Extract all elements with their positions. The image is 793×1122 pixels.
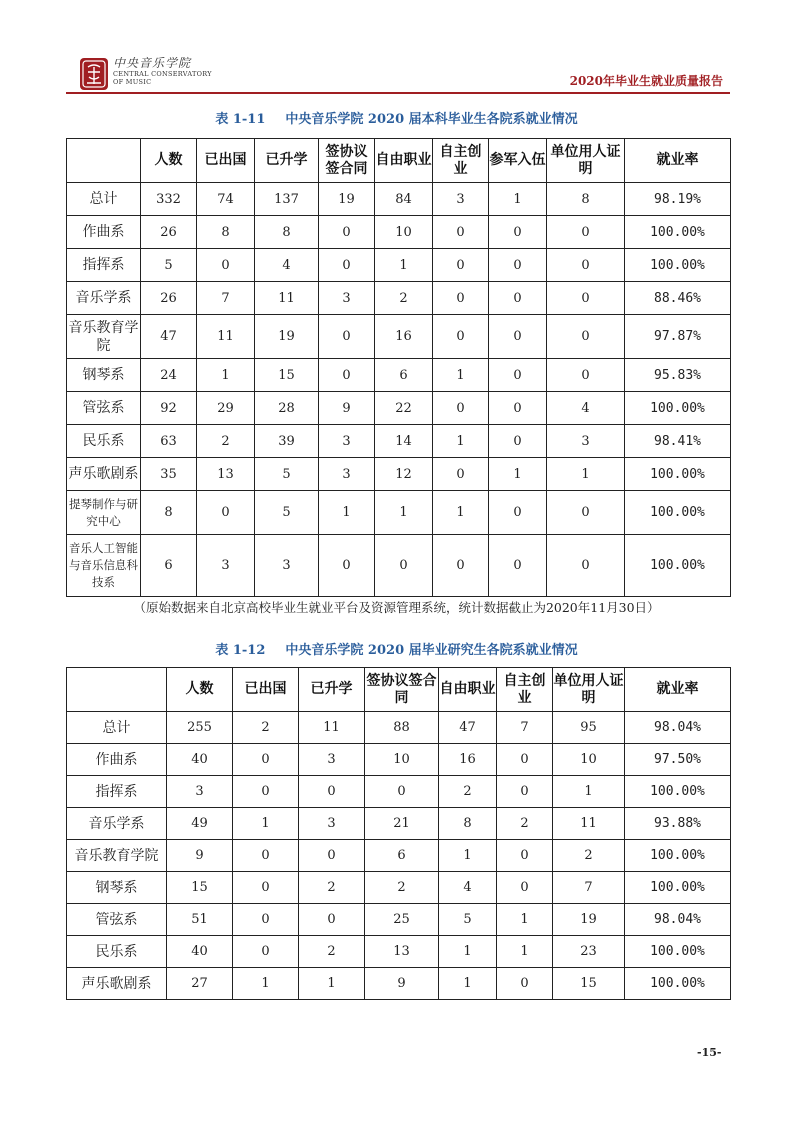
table-cell: 26	[141, 282, 197, 315]
table-cell: 0	[233, 936, 299, 968]
table-cell: 0	[433, 282, 489, 315]
table-cell: 0	[489, 535, 547, 597]
table-cell: 25	[365, 904, 439, 936]
table-cell: 8	[547, 183, 625, 216]
table-cell: 7	[553, 872, 625, 904]
data-source-note: （原始数据来自北京高校毕业生就业平台及资源管理系统，统计数据截止为2020年11月30日）	[133, 600, 660, 615]
table1-number: 表 1-11	[215, 112, 266, 127]
table-cell: 1	[299, 968, 365, 1000]
table-cell: 1	[433, 425, 489, 458]
table-cell: 0	[547, 282, 625, 315]
table-cell: 21	[365, 808, 439, 840]
table-cell: 13	[365, 936, 439, 968]
logo-english-line-1: CENTRAL CONSERVATORY	[113, 70, 212, 78]
table-cell: 3	[255, 535, 319, 597]
column-header	[67, 668, 167, 712]
table-cell: 16	[375, 315, 433, 359]
table-cell: 2	[233, 712, 299, 744]
table-cell: 0	[375, 535, 433, 597]
table-cell: 11	[255, 282, 319, 315]
table-cell: 74	[197, 183, 255, 216]
table1-title: 中央音乐学院 2020 届本科毕业生各院系就业情况	[285, 112, 578, 127]
table-cell: 0	[547, 359, 625, 392]
table-cell: 8	[197, 216, 255, 249]
table-cell: 3	[197, 535, 255, 597]
table-cell: 88	[365, 712, 439, 744]
table-cell: 1	[439, 840, 497, 872]
table-row	[67, 315, 731, 359]
table-cell: 2	[299, 936, 365, 968]
department-cell: 总计	[67, 183, 141, 216]
table-cell: 2	[299, 872, 365, 904]
department-cell: 民乐系	[67, 936, 167, 968]
table-cell: 0	[497, 968, 553, 1000]
employment-rate-cell: 93.88%	[625, 808, 731, 840]
table-cell: 1	[233, 808, 299, 840]
department-cell: 总计	[67, 712, 167, 744]
table-cell: 0	[319, 249, 375, 282]
column-header: 自由职业	[439, 668, 497, 712]
department-cell: 作曲系	[67, 216, 141, 249]
table-cell: 3	[299, 744, 365, 776]
table-row	[67, 968, 731, 1000]
table-cell: 0	[489, 359, 547, 392]
table-cell: 6	[365, 840, 439, 872]
table-cell: 1	[547, 458, 625, 491]
column-header: 已出国	[233, 668, 299, 712]
table-cell: 0	[233, 904, 299, 936]
table-row	[67, 872, 731, 904]
table-row	[67, 183, 731, 216]
table-cell: 3	[433, 183, 489, 216]
department-cell: 音乐学系	[67, 282, 141, 315]
table-row	[67, 282, 731, 315]
table-cell: 0	[233, 744, 299, 776]
table-cell: 15	[553, 968, 625, 1000]
logo-wordmark	[113, 54, 212, 86]
table-cell: 0	[489, 282, 547, 315]
table-row	[67, 808, 731, 840]
table-cell: 24	[141, 359, 197, 392]
employment-rate-cell: 98.19%	[625, 183, 731, 216]
table-cell: 0	[433, 458, 489, 491]
table-cell: 10	[375, 216, 433, 249]
table-cell: 3	[167, 776, 233, 808]
table-cell: 1	[553, 776, 625, 808]
table-cell: 6	[141, 535, 197, 597]
employment-rate-cell: 97.87%	[625, 315, 731, 359]
table-row	[67, 936, 731, 968]
table-cell: 0	[489, 491, 547, 535]
table-cell: 0	[319, 216, 375, 249]
table-row	[67, 425, 731, 458]
department-cell: 钢琴系	[67, 359, 141, 392]
employment-rate-cell: 100.00%	[625, 968, 731, 1000]
table-cell: 47	[141, 315, 197, 359]
table-cell: 13	[197, 458, 255, 491]
table-cell: 332	[141, 183, 197, 216]
table-cell: 49	[167, 808, 233, 840]
table-cell: 1	[497, 936, 553, 968]
table-cell: 35	[141, 458, 197, 491]
table-cell: 1	[375, 491, 433, 535]
table-row	[67, 216, 731, 249]
employment-rate-cell: 100.00%	[625, 491, 731, 535]
table-cell: 47	[439, 712, 497, 744]
table-cell: 0	[489, 216, 547, 249]
table-cell: 19	[553, 904, 625, 936]
table-cell: 4	[547, 392, 625, 425]
table-cell: 39	[255, 425, 319, 458]
table-cell: 9	[365, 968, 439, 1000]
table-cell: 3	[319, 458, 375, 491]
table-cell: 11	[299, 712, 365, 744]
table-cell: 0	[489, 315, 547, 359]
table-cell: 0	[497, 872, 553, 904]
table-cell: 2	[439, 776, 497, 808]
table-row	[67, 392, 731, 425]
employment-rate-cell: 100.00%	[625, 840, 731, 872]
table-cell: 0	[497, 840, 553, 872]
table-cell: 1	[489, 458, 547, 491]
table-cell: 84	[375, 183, 433, 216]
table-cell: 2	[197, 425, 255, 458]
page-header	[0, 0, 793, 100]
table-cell: 1	[319, 491, 375, 535]
table-cell: 2	[375, 282, 433, 315]
department-cell: 作曲系	[67, 744, 167, 776]
table-cell: 0	[433, 535, 489, 597]
table2-caption	[0, 639, 793, 658]
employment-rate-cell: 100.00%	[625, 535, 731, 597]
department-cell: 钢琴系	[67, 872, 167, 904]
table-cell: 7	[497, 712, 553, 744]
table-cell: 0	[547, 249, 625, 282]
table2-number: 表 1-12	[215, 643, 266, 658]
table-cell: 8	[255, 216, 319, 249]
department-cell: 音乐教育学院	[67, 315, 141, 359]
table-cell: 1	[433, 491, 489, 535]
table-cell: 27	[167, 968, 233, 1000]
employment-rate-cell: 100.00%	[625, 392, 731, 425]
header-divider	[66, 92, 730, 94]
table-row	[67, 712, 731, 744]
report-title: 2020年毕业生就业质量报告	[569, 74, 723, 88]
table-cell: 0	[233, 872, 299, 904]
table-cell: 0	[547, 216, 625, 249]
table2-header-row	[67, 668, 731, 712]
column-header: 单位用人证明	[553, 668, 625, 712]
table2-title: 中央音乐学院 2020 届毕业研究生各院系就业情况	[285, 643, 578, 658]
table-cell: 28	[255, 392, 319, 425]
table-cell: 5	[439, 904, 497, 936]
table-cell: 22	[375, 392, 433, 425]
column-header: 就业率	[625, 668, 731, 712]
table-cell: 51	[167, 904, 233, 936]
page-number: -15-	[697, 1046, 722, 1059]
column-header	[67, 139, 141, 183]
table-cell: 0	[233, 840, 299, 872]
logo-english-line-2: OF MUSIC	[113, 77, 152, 86]
conservatory-logo-icon	[79, 57, 109, 91]
table-cell: 26	[141, 216, 197, 249]
employment-rate-cell: 97.50%	[625, 744, 731, 776]
table-cell: 0	[489, 425, 547, 458]
table-cell: 14	[375, 425, 433, 458]
table-cell: 137	[255, 183, 319, 216]
table-cell: 2	[553, 840, 625, 872]
table-row	[67, 458, 731, 491]
column-header: 自主创业	[497, 668, 553, 712]
column-header: 已升学	[299, 668, 365, 712]
table-cell: 0	[433, 249, 489, 282]
table-cell: 0	[365, 776, 439, 808]
table-row	[67, 904, 731, 936]
department-cell: 提琴制作与研究中心	[67, 491, 141, 535]
employment-rate-cell: 98.04%	[625, 904, 731, 936]
table-cell: 0	[497, 776, 553, 808]
table-cell: 0	[319, 359, 375, 392]
table-row	[67, 840, 731, 872]
column-header: 自主创业	[433, 139, 489, 183]
logo-chinese-name: 中央音乐学院	[113, 56, 192, 70]
table-cell: 1	[439, 936, 497, 968]
table-cell: 255	[167, 712, 233, 744]
employment-rate-cell: 98.04%	[625, 712, 731, 744]
table-cell: 0	[547, 491, 625, 535]
table-cell: 0	[197, 491, 255, 535]
table-cell: 7	[197, 282, 255, 315]
department-cell: 音乐学系	[67, 808, 167, 840]
table-cell: 29	[197, 392, 255, 425]
department-cell: 指挥系	[67, 776, 167, 808]
table-cell: 3	[319, 425, 375, 458]
employment-rate-cell: 100.00%	[625, 249, 731, 282]
employment-rate-cell: 100.00%	[625, 872, 731, 904]
table-cell: 0	[299, 776, 365, 808]
table-cell: 0	[319, 315, 375, 359]
column-header: 签协议签合同	[319, 139, 375, 183]
table-cell: 8	[439, 808, 497, 840]
column-header: 参军入伍	[489, 139, 547, 183]
employment-rate-cell: 100.00%	[625, 936, 731, 968]
table-cell: 0	[433, 216, 489, 249]
table-cell: 0	[489, 249, 547, 282]
table-cell: 19	[255, 315, 319, 359]
table-cell: 1	[489, 183, 547, 216]
table1-caption	[0, 108, 793, 127]
table-cell: 0	[489, 392, 547, 425]
department-cell: 音乐教育学院	[67, 840, 167, 872]
department-cell: 声乐歌剧系	[67, 458, 141, 491]
department-cell: 管弦系	[67, 392, 141, 425]
table-cell: 1	[497, 904, 553, 936]
table-cell: 0	[433, 315, 489, 359]
table-row	[67, 535, 731, 597]
table-row	[67, 744, 731, 776]
table-cell: 0	[547, 315, 625, 359]
table-cell: 1	[233, 968, 299, 1000]
table-cell: 3	[547, 425, 625, 458]
table-cell: 63	[141, 425, 197, 458]
table-cell: 5	[141, 249, 197, 282]
table-cell: 0	[299, 840, 365, 872]
table-cell: 11	[553, 808, 625, 840]
employment-rate-cell: 100.00%	[625, 776, 731, 808]
table-cell: 16	[439, 744, 497, 776]
table-cell: 15	[255, 359, 319, 392]
table-cell: 0	[547, 535, 625, 597]
table-cell: 9	[319, 392, 375, 425]
table-cell: 10	[365, 744, 439, 776]
employment-rate-cell: 100.00%	[625, 216, 731, 249]
column-header: 单位用人证明	[547, 139, 625, 183]
table-cell: 5	[255, 491, 319, 535]
table-cell: 0	[197, 249, 255, 282]
column-header: 人数	[141, 139, 197, 183]
department-cell: 音乐人工智能与音乐信息科技系	[67, 535, 141, 597]
column-header: 已升学	[255, 139, 319, 183]
table-cell: 95	[553, 712, 625, 744]
table-cell: 23	[553, 936, 625, 968]
table-cell: 3	[319, 282, 375, 315]
table-row	[67, 776, 731, 808]
table-cell: 1	[439, 968, 497, 1000]
table-cell: 0	[233, 776, 299, 808]
table-cell: 15	[167, 872, 233, 904]
table-cell: 8	[141, 491, 197, 535]
department-cell: 民乐系	[67, 425, 141, 458]
department-cell: 指挥系	[67, 249, 141, 282]
table-cell: 19	[319, 183, 375, 216]
table-cell: 2	[497, 808, 553, 840]
table-cell: 5	[255, 458, 319, 491]
column-header: 自由职业	[375, 139, 433, 183]
table-cell: 6	[375, 359, 433, 392]
column-header: 就业率	[625, 139, 731, 183]
employment-rate-cell: 95.83%	[625, 359, 731, 392]
table-row	[67, 491, 731, 535]
employment-rate-cell: 88.46%	[625, 282, 731, 315]
table-cell: 92	[141, 392, 197, 425]
table-cell: 10	[553, 744, 625, 776]
table-cell: 40	[167, 936, 233, 968]
table-cell: 12	[375, 458, 433, 491]
undergraduate-employment-table	[66, 138, 731, 597]
table-cell: 0	[497, 744, 553, 776]
table-cell: 2	[365, 872, 439, 904]
column-header: 已出国	[197, 139, 255, 183]
column-header: 签协议签合同	[365, 668, 439, 712]
employment-rate-cell: 100.00%	[625, 458, 731, 491]
table-cell: 11	[197, 315, 255, 359]
table1-header-row	[67, 139, 731, 183]
column-header: 人数	[167, 668, 233, 712]
table-cell: 1	[197, 359, 255, 392]
table-cell: 9	[167, 840, 233, 872]
table-cell: 4	[439, 872, 497, 904]
table-cell: 1	[375, 249, 433, 282]
table-cell: 40	[167, 744, 233, 776]
table-cell: 0	[299, 904, 365, 936]
graduate-employment-table	[66, 667, 731, 1000]
department-cell: 声乐歌剧系	[67, 968, 167, 1000]
table-cell: 0	[319, 535, 375, 597]
table-cell: 4	[255, 249, 319, 282]
table-row	[67, 249, 731, 282]
table-row	[67, 359, 731, 392]
table-cell: 3	[299, 808, 365, 840]
employment-rate-cell: 98.41%	[625, 425, 731, 458]
table-cell: 0	[433, 392, 489, 425]
table-cell: 1	[433, 359, 489, 392]
department-cell: 管弦系	[67, 904, 167, 936]
